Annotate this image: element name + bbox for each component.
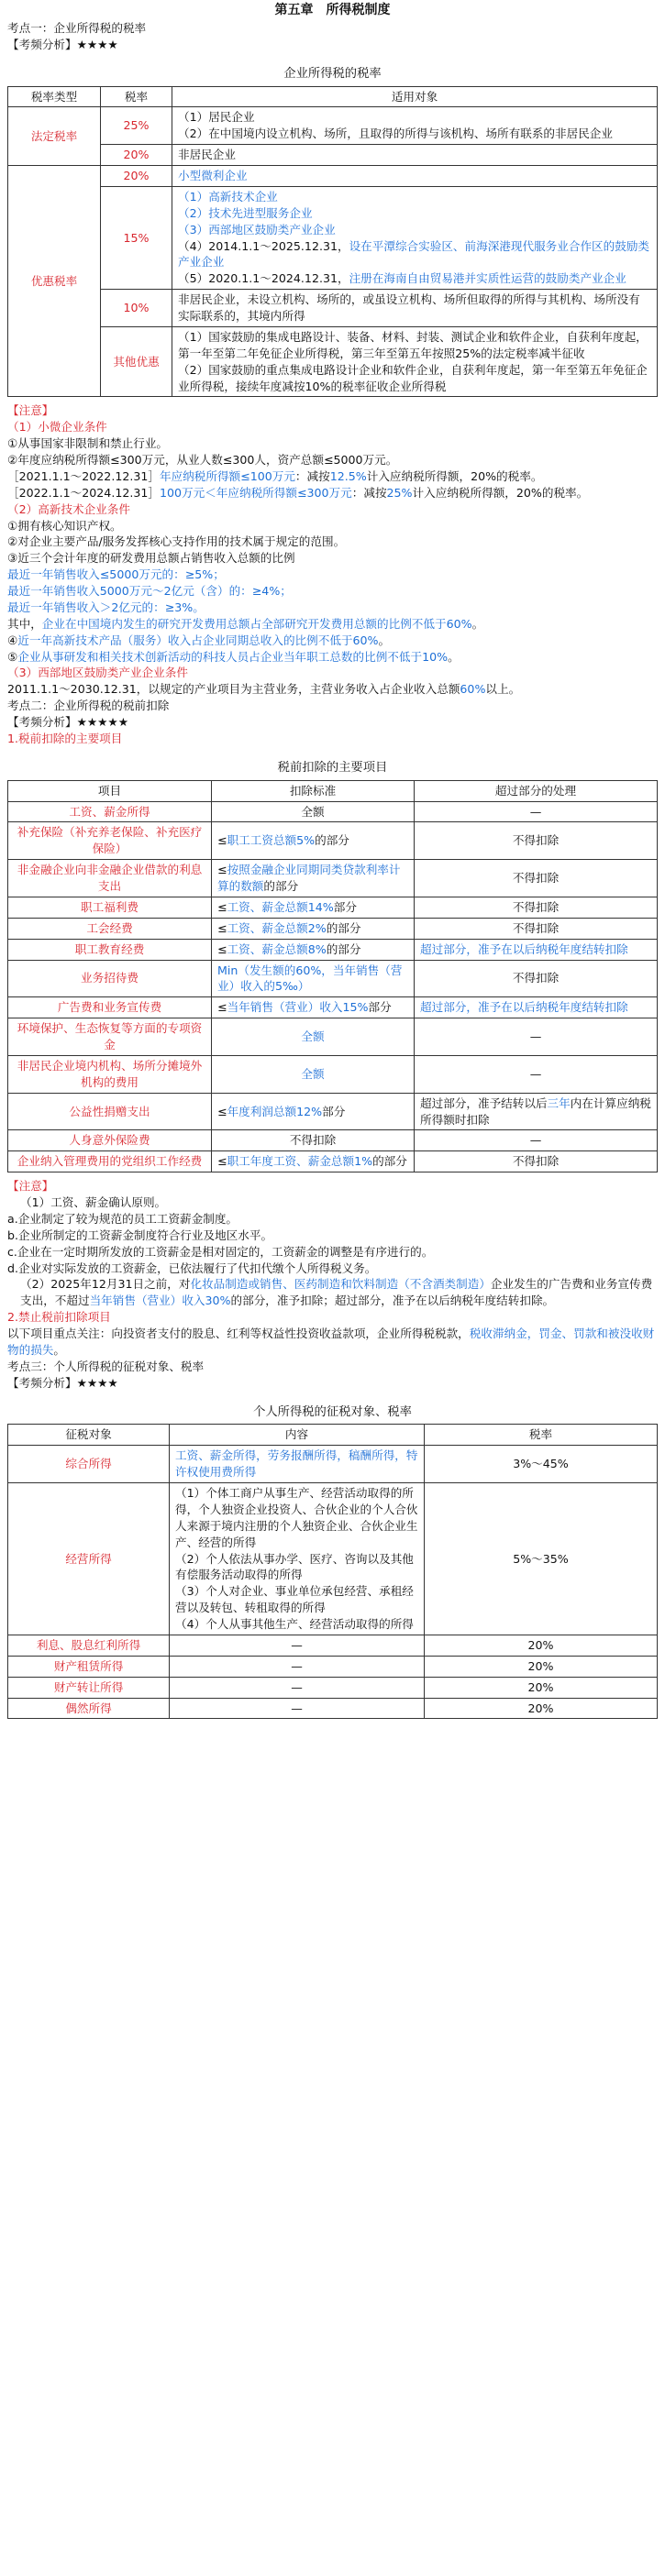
analysis-label: 【考频分析】 (7, 37, 77, 51)
individual-tax-table (7, 1424, 658, 1719)
applicable-objects: 小型微利企业 (172, 166, 658, 187)
list-item: （1）个体工商户从事生产、经营活动取得的所得，个人独资企业投资人、合伙企业的个人合伙人来源于境内注册的个人独资企业、合伙企业生产、经营的所得 (175, 1486, 418, 1549)
note-subtitle: （3）西部地区鼓励类产业企业条件 (7, 666, 188, 680)
list-item: （2）个人依法从事办学、医疗、咨询以及其他有偿服务活动取得的所得 (175, 1551, 414, 1582)
header-cell: 扣除标准 (212, 780, 415, 801)
text: 当年销售（营业）收入15% (227, 1000, 369, 1015)
text: 100万元＜年应纳税所得额≤300万元 (159, 485, 352, 500)
text: 按照金融企业同期同类贷款利率计算的数额 (217, 863, 401, 893)
list-item: （1）居民企业 (178, 110, 255, 125)
text: （2）2025年12月31日之前，对 (20, 1277, 191, 1292)
tax-rate: 3%～45% (425, 1446, 658, 1483)
table3-title: 个人所得税的征税对象、税率 (253, 1404, 412, 1419)
header-cell: 税率 (101, 86, 172, 107)
text: 的部分 (326, 920, 361, 935)
table-row (8, 1446, 658, 1483)
table-row (8, 822, 658, 860)
note-line: 最近一年销售收入5000万元～2亿元（含）的：≥4%； (7, 584, 292, 598)
text: 60% (460, 682, 486, 697)
note-subtitle: （1）小微企业条件 (7, 420, 107, 435)
tax-object: 财产转让所得 (8, 1677, 170, 1698)
section3-heading: 考点三：个人所得税的征税对象、税率 (7, 1359, 205, 1373)
text: ≤ (217, 899, 227, 914)
deduction-item: 环境保护、生态恢复等方面的专项资金 (8, 1018, 212, 1056)
header-cell: 税率 (425, 1425, 658, 1446)
text: 。 (471, 616, 484, 631)
chapter-title: 第五章 所得税制度 (274, 3, 391, 17)
text: ：减按 (294, 468, 330, 483)
note-line: b.企业所制定的工资薪金制度符合行业及地区水平。 (7, 1227, 273, 1242)
note-line (7, 485, 658, 501)
note-block-2 (7, 1178, 658, 1359)
excess-handling: 不得扣除 (415, 1151, 658, 1172)
rate-value: 20% (101, 166, 172, 187)
text: ：减按 (351, 485, 387, 500)
text: 内在计算应纳税所得额时扣除 (420, 1095, 651, 1127)
tax-object: 利息、股息红利所得 (8, 1635, 170, 1656)
header-cell: 征税对象 (8, 1425, 170, 1446)
table-row (8, 290, 658, 327)
analysis-label: 【考频分析】 (7, 1375, 77, 1390)
deduction-standard (212, 997, 415, 1018)
text: ≤ (217, 1104, 227, 1118)
table-row (8, 897, 658, 918)
item-text: （3）西部地区鼓励类产业企业 (178, 222, 336, 237)
note-subtitle: （2）高新技术企业条件 (7, 501, 130, 516)
tax-object: 经营所得 (8, 1483, 170, 1635)
note-line (7, 616, 658, 633)
text: 的部分 (326, 941, 361, 956)
note-line: d.企业对实际发放的工资薪金，已依法履行了代扣代缴个人所得税义务。 (7, 1260, 377, 1275)
excess-handling: — (415, 1055, 658, 1093)
table-row (8, 801, 658, 822)
tax-rate: 20% (425, 1677, 658, 1698)
text: 全额 (301, 1029, 325, 1044)
text: 部分 (368, 1000, 392, 1015)
applicable-objects: 非居民企业 (172, 145, 658, 166)
tax-object: 偶然所得 (8, 1698, 170, 1719)
text: 计入应纳税所得额，20%的税率。 (366, 468, 543, 483)
rate-value: 15% (101, 186, 172, 289)
list-item (178, 205, 651, 222)
rate-type-other: 其他优惠 (101, 326, 172, 397)
tax-object: 财产租赁所得 (8, 1656, 170, 1677)
item-date: （5）2020.1.1～2024.12.31， (178, 271, 349, 286)
deduction-standard (212, 822, 415, 860)
table-header-row (8, 780, 658, 801)
table-row (8, 186, 658, 289)
table-row (8, 1055, 658, 1093)
text: 计入应纳税所得额，20%的税率。 (412, 485, 589, 500)
text: 2011.1.1～2030.12.31，以规定的产业项目为主营业务，主营业务收入占企业收入总额 (7, 682, 460, 697)
table-row (8, 1018, 658, 1056)
tax-content: — (170, 1698, 425, 1719)
list-item: （2）国家鼓励的重点集成电路设计企业和软件企业，自获利年度起，第一年至第五年免征企业所得税，接续年度减按10%的税率征收企业所得税 (178, 362, 648, 393)
item-text: 注册在海南自由贸易港并实质性运营的鼓励类产业企业 (349, 271, 626, 286)
header-cell: 项目 (8, 780, 212, 801)
rate-value: 10% (101, 290, 172, 327)
text: ⑤ (7, 649, 18, 664)
note-label: 【注意】 (7, 1179, 54, 1194)
header-cell: 适用对象 (172, 86, 658, 107)
applicable-objects: 非居民企业，未设立机构、场所的，或虽设立机构、场所但取得的所得与其机构、场所没有实际联系的，其境内所得 (172, 290, 658, 327)
deduction-item: 非居民企业境内机构、场所分摊境外机构的费用 (8, 1055, 212, 1093)
deduction-standard (212, 960, 415, 997)
tax-content: — (170, 1677, 425, 1698)
text: 职工工资总额5% (227, 833, 316, 848)
table-header-row (8, 1425, 658, 1446)
text: Min（发生额的60%，当年销售（营业）收入的5‰） (217, 963, 403, 994)
list-item: （3）个人对企业、事业单位承包经营、承租经营以及转包、转租取得的所得 (175, 1584, 414, 1615)
deduction-item: 工会经费 (8, 918, 212, 939)
tax-content: — (170, 1656, 425, 1677)
header-cell: 税率类型 (8, 86, 101, 107)
deduction-item: 公益性捐赠支出 (8, 1093, 212, 1130)
excess-handling: 不得扣除 (415, 960, 658, 997)
text: ≤ (217, 1000, 227, 1015)
applicable-objects (172, 326, 658, 397)
text: 25% (386, 485, 413, 500)
deduction-items-table (7, 780, 658, 1173)
deduction-standard: 不得扣除 (212, 1130, 415, 1151)
text: 超过部分，准予在以后纳税年度结转扣除 (420, 941, 628, 956)
deduction-item: 补充保险（补充养老保险、补充医疗保险） (8, 822, 212, 860)
excess-handling: 不得扣除 (415, 897, 658, 918)
deduction-table-body (8, 801, 658, 1172)
table-row (8, 107, 658, 145)
note-line: 最近一年销售收入＞2亿元的：≥3%。 (7, 600, 205, 614)
table-row (8, 1093, 658, 1130)
note-block-1 (7, 402, 658, 698)
text: ≤ (217, 1154, 227, 1169)
item-text: 设在平潭综合实验区、前海深港现代服务业合作区的鼓励类产业企业 (178, 238, 650, 270)
table-row (8, 1635, 658, 1656)
tax-content: — (170, 1635, 425, 1656)
note-line: ③近三个会计年度的研发费用总额占销售收入总额的比例 (7, 551, 295, 566)
tax-rate: 20% (425, 1656, 658, 1677)
deduction-item: 非金融企业向非金融企业借款的利息支出 (8, 860, 212, 897)
individual-tax-body (8, 1446, 658, 1719)
excess-handling (415, 939, 658, 960)
list-item (178, 270, 651, 287)
tax-content (170, 1446, 425, 1483)
note-line: ②对企业主要产品/服务发挥核心支持作用的技术属于规定的范围。 (7, 534, 346, 549)
table-row (8, 326, 658, 397)
rate-value: 20% (101, 145, 172, 166)
frequency-stars: ★★★★ (76, 37, 118, 51)
tax-content (170, 1483, 425, 1635)
table-row (8, 1130, 658, 1151)
deduction-standard (212, 860, 415, 897)
text: 超过部分，准予结转以后 (420, 1095, 548, 1110)
rate-type-legal: 法定税率 (8, 107, 101, 166)
deduction-standard (212, 897, 415, 918)
text: 年度利润总额12% (227, 1104, 323, 1118)
text: 化妆品制造或销售、医药制造和饮料制造（不含酒类制造） (190, 1277, 491, 1292)
table2-title: 税前扣除的主要项目 (277, 760, 388, 775)
deduction-item: 人身意外保险费 (8, 1130, 212, 1151)
note-label: 【注意】 (7, 403, 54, 418)
excess-handling: 不得扣除 (415, 822, 658, 860)
text: 企业在中国境内发生的研究开发费用总额占全部研究开发费用总额的比例不低于60% (41, 616, 472, 631)
applicable-objects (172, 107, 658, 145)
text: 部分 (322, 1104, 346, 1118)
text: 企业发生的广告费和业务宣传费支出，不超过 (20, 1277, 653, 1308)
text: ≤ (217, 863, 227, 877)
tax-rate: 20% (425, 1635, 658, 1656)
text: 职工年度工资、薪金总额1% (227, 1154, 373, 1169)
text: 当年销售（营业）收入30% (89, 1294, 231, 1308)
deduction-item: 工资、薪金所得 (8, 801, 212, 822)
deduction-item: 广告费和业务宣传费 (8, 997, 212, 1018)
document-page (7, 0, 658, 1719)
text: 全额 (301, 1066, 325, 1081)
list-item: （4）个人从事其他生产、经营活动取得的所得 (175, 1617, 414, 1631)
text: 的部分 (263, 879, 299, 893)
item-text: （1）高新技术企业 (178, 189, 278, 204)
table-row (8, 997, 658, 1018)
header-cell: 超过部分的处理 (415, 780, 658, 801)
deduction-item: 业务招待费 (8, 960, 212, 997)
table-row (8, 860, 658, 897)
excess-handling (415, 997, 658, 1018)
deduction-standard (212, 939, 415, 960)
deduction-item: 职工福利费 (8, 897, 212, 918)
text: 。 (53, 1342, 65, 1357)
note-line: ②年度应纳税所得额≤300万元，从业人数≤300人，资产总额≤5000万元。 (7, 453, 398, 467)
deduction-item: 职工教育经费 (8, 939, 212, 960)
text: 以上。 (485, 682, 521, 697)
text: 的部分 (315, 833, 349, 848)
note-line: ①从事国家非限制和禁止行业。 (7, 436, 169, 451)
excess-handling: — (415, 1018, 658, 1056)
table-row (8, 918, 658, 939)
deduction-standard (212, 1151, 415, 1172)
deduction-item: 企业纳入管理费用的党组织工作经费 (8, 1151, 212, 1172)
text: 的部分 (372, 1154, 407, 1169)
text: 工资、薪金总额2% (227, 920, 327, 935)
excess-handling: — (415, 801, 658, 822)
note-line (7, 649, 658, 666)
table-row (8, 1656, 658, 1677)
tax-rate: 5%～35% (425, 1483, 658, 1635)
excess-handling: 不得扣除 (415, 860, 658, 897)
list-item (178, 189, 651, 205)
table-row (8, 1483, 658, 1635)
text: ≤ (217, 941, 227, 956)
deduction-standard (212, 918, 415, 939)
text: 的部分，准予扣除；超过部分，准予在以后纳税年度结转扣除。 (230, 1294, 555, 1308)
text: 工资、薪金所得，劳务报酬所得，稿酬所得，特许权使用费所得 (175, 1448, 418, 1480)
excess-handling: 不得扣除 (415, 918, 658, 939)
analysis-label: 【考频分析】 (7, 715, 77, 729)
header-cell: 内容 (170, 1425, 425, 1446)
section1-heading: 考点一：企业所得税的税率 (7, 20, 147, 35)
excess-handling (415, 1093, 658, 1130)
corporate-tax-rate-table (7, 86, 658, 398)
item-text: （2）技术先进型服务企业 (178, 205, 313, 220)
list-item: （2）在中国境内设立机构、场所，且取得的所得与该机构、场所有联系的非居民企业 (178, 127, 613, 141)
text: 。 (448, 649, 460, 664)
text: 工资、薪金总额8% (227, 941, 327, 956)
list-item (178, 238, 651, 271)
text: 部分 (333, 899, 357, 914)
text: ≤ (217, 920, 227, 935)
table-row (8, 1677, 658, 1698)
tax-rate: 20% (425, 1698, 658, 1719)
item-date: （4）2014.1.1～2025.12.31， (178, 238, 349, 253)
text: 工资、薪金总额14% (227, 899, 334, 914)
note-line: c.企业在一定时期所发放的工资薪金是相对固定的，工资薪金的调整是有序进行的。 (7, 1244, 434, 1259)
text: 超过部分，准予在以后纳税年度结转扣除 (420, 1000, 628, 1015)
text: ≤ (217, 833, 227, 848)
note-line: （1）工资、薪金确认原则。 (20, 1195, 167, 1209)
text: ④ (7, 633, 18, 647)
table-row (8, 939, 658, 960)
table-row (8, 1698, 658, 1719)
text: 。 (378, 633, 391, 647)
table-row (8, 166, 658, 187)
section3-analysis (7, 1375, 658, 1392)
note-line: ①拥有核心知识产权。 (7, 518, 122, 533)
note-line: a.企业制定了较为规范的员工工资薪金制度。 (7, 1211, 238, 1226)
text: ［2022.1.1～2024.12.31］ (7, 485, 160, 500)
table-header-row (8, 86, 658, 107)
note-line (7, 633, 658, 649)
deduction-standard (212, 1093, 415, 1130)
text: 三年 (547, 1095, 571, 1110)
table-row (8, 145, 658, 166)
section1-analysis (7, 37, 658, 53)
list-item (178, 222, 651, 238)
frequency-stars: ★★★★ (76, 1375, 118, 1390)
note-line (7, 468, 658, 485)
note-line: 最近一年销售收入≤5000万元的：≥5%； (7, 567, 225, 582)
text: 12.5% (329, 468, 367, 483)
text: 其中， (7, 616, 42, 631)
tax-object: 综合所得 (8, 1446, 170, 1483)
text: 近一年高新技术产品（服务）收入占企业同期总收入的比例不低于60% (17, 633, 379, 647)
section2-sub2: 2.禁止税前扣除项目 (7, 1310, 111, 1325)
text: 企业从事研发和相关技术创新活动的科技人员占企业当年职工总数的比例不低于10% (17, 649, 449, 664)
text: 以下项目重点关注：向投资者支付的股息、红利等权益性投资收益款项，企业所得税税款， (7, 1327, 470, 1340)
text: ［2021.1.1～2022.12.31］ (7, 468, 160, 483)
list-item: （1）国家鼓励的集成电路设计、装备、材料、封装、测试企业和软件企业，自获利年度起，第一年至第二年免征企业所得税，第三年至第五年按照25%的法定税率减半征收 (178, 329, 648, 360)
deduction-standard: 全额 (212, 801, 415, 822)
rate-type-preferential: 优惠税率 (8, 166, 101, 397)
section2-sub1: 1.税前扣除的主要项目 (7, 731, 123, 745)
deduction-standard (212, 1055, 415, 1093)
frequency-stars: ★★★★★ (76, 715, 129, 729)
note-line (7, 1326, 658, 1359)
note-line (7, 1276, 658, 1309)
section2-analysis (7, 714, 658, 731)
text: 税收滞纳金，罚金、罚款和被没收财物的损失 (7, 1327, 655, 1357)
excess-handling: — (415, 1130, 658, 1151)
table-row (8, 960, 658, 997)
text: 年应纳税所得额≤100万元 (159, 468, 295, 483)
table1-title: 企业所得税的税率 (283, 66, 382, 81)
section2-heading: 考点二：企业所得税的税前扣除 (7, 699, 170, 713)
rate-value: 25% (101, 107, 172, 145)
deduction-standard (212, 1018, 415, 1056)
table-row (8, 1151, 658, 1172)
note-line (7, 681, 658, 698)
applicable-objects (172, 186, 658, 289)
